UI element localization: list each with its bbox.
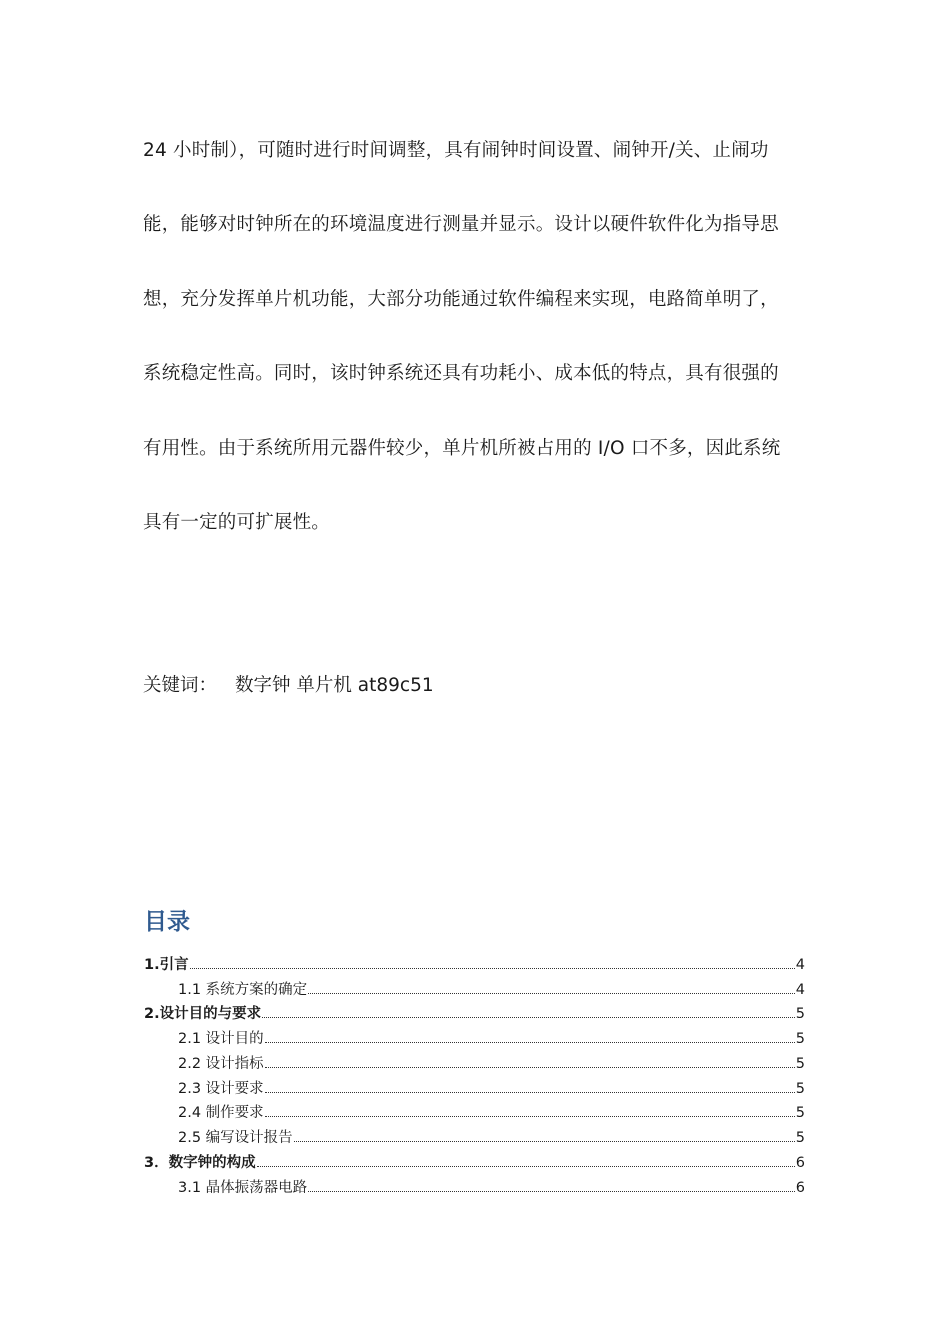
toc-entry-label: 1.引言	[144, 957, 189, 973]
toc-entry-label: 2.1 设计目的	[178, 1031, 264, 1047]
abstract-line-4: 系统稳定性高。同时，该时钟系统还具有功耗小、成本低的特点，具有很强的	[143, 363, 779, 384]
toc-entry-2-4[interactable]	[178, 1102, 805, 1124]
toc-leader-dots	[294, 1141, 795, 1142]
toc-leader-dots	[265, 1042, 795, 1043]
abstract-line-1: 24 小时制），可随时进行时间调整，具有闹钟时间设置、闹钟开/关、止闹功	[143, 140, 769, 161]
toc-page-number: 4	[795, 982, 805, 998]
abstract-line-5: 有用性。由于系统所用元器件较少，单片机所被占用的 I/O 口不多，因此系统	[143, 438, 781, 459]
toc-page-number: 6	[795, 1180, 805, 1196]
toc-entry-1-1[interactable]	[178, 979, 805, 1001]
toc-entry-2-1[interactable]	[178, 1028, 805, 1050]
toc-leader-dots	[265, 1092, 795, 1093]
toc-leader-dots	[308, 993, 795, 994]
toc-entry-2-5[interactable]	[178, 1127, 805, 1149]
toc-page-number: 5	[795, 1105, 805, 1121]
toc-entry-3[interactable]	[144, 1152, 805, 1174]
toc-entry-1[interactable]	[144, 954, 805, 976]
toc-leader-dots	[308, 1191, 795, 1192]
toc-leader-dots	[190, 968, 795, 969]
toc-entry-2-2[interactable]	[178, 1053, 805, 1075]
toc-entry-label: 2.3 设计要求	[178, 1081, 264, 1097]
toc-page-number: 5	[795, 1006, 805, 1022]
toc-leader-dots	[257, 1166, 795, 1167]
abstract-line-3: 想，充分发挥单片机功能，大部分功能通过软件编程来实现，电路简单明了，	[143, 289, 779, 310]
toc-page-number: 5	[795, 1031, 805, 1047]
toc-leader-dots	[262, 1017, 795, 1018]
toc-entry-3-1[interactable]	[178, 1177, 805, 1199]
toc-entry-label: 2.5 编写设计报告	[178, 1130, 293, 1146]
abstract-line-6: 具有一定的可扩展性。	[143, 512, 331, 533]
toc-entry-label: 2.2 设计指标	[178, 1056, 264, 1072]
toc-page-number: 5	[795, 1056, 805, 1072]
toc-entry-2[interactable]	[144, 1003, 805, 1025]
toc-leader-dots	[265, 1116, 795, 1117]
keywords-label: 关键词：	[143, 675, 218, 696]
toc-leader-dots	[265, 1067, 795, 1068]
toc-entry-label: 3.1 晶体振荡器电路	[178, 1180, 308, 1196]
keywords-line	[143, 674, 434, 698]
toc-page-number: 4	[795, 957, 805, 973]
keywords-values: 数字钟 单片机 at89c51	[235, 675, 434, 696]
abstract-line-2: 能，能够对时钟所在的环境温度进行测量并显示。设计以硬件软件化为指导思	[143, 214, 779, 235]
toc-page-number: 6	[795, 1155, 805, 1171]
toc-entry-label: 2.4 制作要求	[178, 1105, 264, 1121]
toc-title: 目录	[144, 909, 190, 935]
toc-page-number: 5	[795, 1081, 805, 1097]
toc-page-number: 5	[795, 1130, 805, 1146]
toc-entry-2-3[interactable]	[178, 1078, 805, 1100]
toc-entry-label: 1.1 系统方案的确定	[178, 982, 308, 998]
toc-entry-label: 2.设计目的与要求	[144, 1006, 262, 1022]
toc-entry-label: 3．数字钟的构成	[144, 1155, 256, 1171]
